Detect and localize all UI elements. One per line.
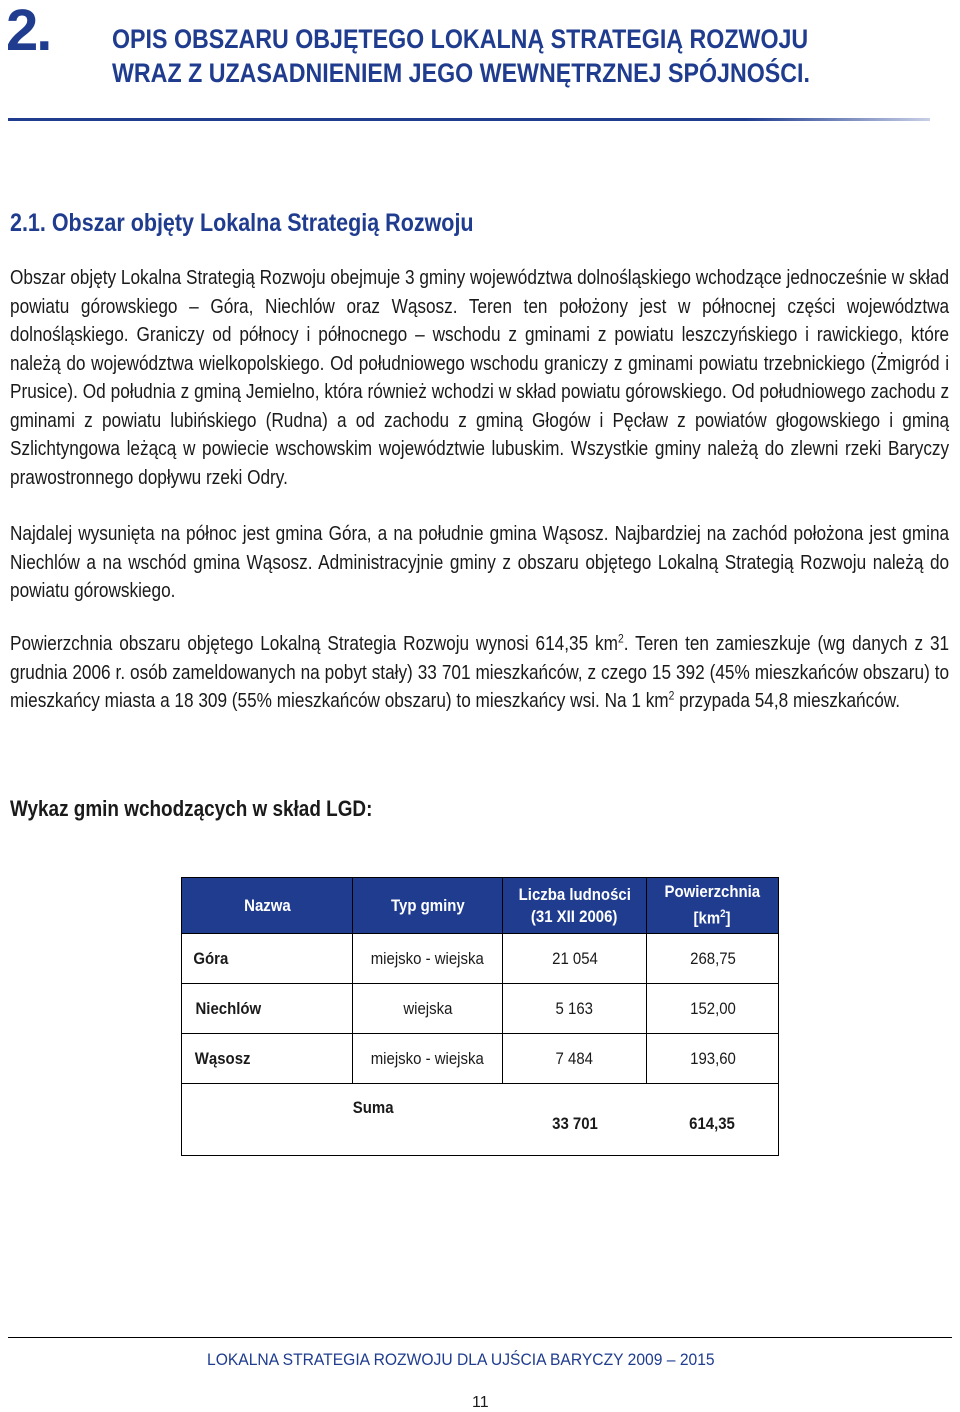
cell-area: 193,60 <box>647 1034 779 1084</box>
sum-population: 33 701 <box>503 1084 647 1156</box>
chapter-divider <box>8 118 930 121</box>
chapter-title-line-1: OPIS OBSZARU OBJĘTEGO LOKALNĄ STRATEGIĄ ROZWOJU <box>112 24 809 54</box>
header-area-line-1: Powierzchnia <box>664 882 761 902</box>
header-type: Typ gminy <box>353 878 503 934</box>
sum-area: 614,35 <box>647 1084 779 1156</box>
cell-name: Wąsosz <box>182 1034 353 1084</box>
table-row <box>182 934 779 984</box>
superscript: 2 <box>617 631 624 646</box>
superscript: 2 <box>668 688 675 703</box>
cell-name: Niechlów <box>182 984 353 1034</box>
sum-label: Suma <box>353 1084 503 1156</box>
paragraph-3-part-1: Powierzchnia obszaru objętego Lokalną Strategia Rozwoju wynosi 614,35 km <box>10 633 618 655</box>
paragraph-2: Najdalej wysunięta na północ jest gmina Góra, a na południe gmina Wąsosz. Najbardziej na zachód położona jest gmina Niechlów a na wschód gmina Wąsosz. Administracyjnie gminy z obszaru objętego Lokalną Strategią Rozwoju należą do powiatu górowskiego. <box>10 523 950 602</box>
paragraph-1: Obszar objęty Lokalna Strategią Rozwoju obejmuje 3 gminy województwa dolnośląskiego wchodzące jednocześnie w skład powiatu górowskiego – Góra, Niechlów oraz Wąsosz. Teren ten położony jest w północnej części województwa dolnośląskiego. Graniczy od północy i północnego – wschodu z gminami z powiatu leszczyńskiego i rawickiego, które należą do województwa wielkopolskiego. Od południowego wschodu graniczy z gminami powiatu trzebnickiego (Żmigród i Prusice). Od południa z gminą Jemielno, która również wchodzi w skład powiatu górowskiego. Od południowego zachodu z gminami z powiatu lubińskiego (Rudna) a od zachodu z gminą Głogów i Pęcław z powiatów głogowskiego i gminą Szlichtyngowa leżącą w powiecie wschowskim województwie lubuskim. Wszystkie gminy należą do zlewni rzeki Baryczy prawostronnego dopływu rzeki Odry. <box>10 267 950 489</box>
header-population <box>503 878 647 934</box>
cell-area: 268,75 <box>647 934 779 984</box>
cell-population: 21 054 <box>503 934 647 984</box>
paragraph-3-part-2: . Teren ten zamieszkuje (wg danych z 31 grudnia 2006 r. osób zameldowanych na pobyt stały) 33 701 mieszkańców, z czego 15 392 (45% mieszkańców obszaru) to mieszkańcy miasta a 18 309 (55% mieszkańców obszaru) to mieszkańcy wsi. Na 1 km <box>10 633 950 712</box>
paragraph-3 <box>10 630 949 716</box>
header-name: Nazwa <box>182 878 353 934</box>
cell-name: Góra <box>182 934 353 984</box>
municipality-table <box>181 877 779 1156</box>
cell-type: miejsko - wiejska <box>353 1034 503 1084</box>
section-title: 2.1. Obszar objęty Lokalna Strategią Rozwoju <box>10 209 474 237</box>
header-population-line-2: (31 XII 2006) <box>531 906 618 926</box>
footer-title: LOKALNA STRATEGIA ROZWOJU DLA UJŚCIA BARYCZY 2009 – 2015 <box>207 1350 715 1369</box>
table-sum-row <box>182 1084 779 1156</box>
chapter-number: 2. <box>6 0 51 63</box>
cell-population: 7 484 <box>503 1034 647 1084</box>
header-area-line-2: $[km^2]$ <box>694 908 731 928</box>
header-area <box>647 878 779 934</box>
table-row <box>182 984 779 1034</box>
footer-divider <box>8 1337 952 1338</box>
table-header-row <box>182 878 779 934</box>
chapter-title <box>112 22 817 90</box>
cell-population: 5 163 <box>503 984 647 1034</box>
cell-type: miejsko - wiejska <box>353 934 503 984</box>
list-heading: Wykaz gmin wchodzących w skład LGD: <box>10 796 373 821</box>
chapter-title-line-2: WRAZ Z UZASADNIENIEM JEGO WEWNĘTRZNEJ SPÓJNOŚCI. <box>112 58 810 88</box>
sum-blank-cell <box>182 1084 353 1156</box>
cell-type: wiejska <box>353 984 503 1034</box>
page-number: 11 <box>472 1394 489 1411</box>
paragraph-3-part-3: przypada 54,8 mieszkańców. <box>674 690 901 712</box>
cell-area: 152,00 <box>647 984 779 1034</box>
header-population-line-1: Liczba ludności <box>518 884 631 904</box>
table-row <box>182 1034 779 1084</box>
